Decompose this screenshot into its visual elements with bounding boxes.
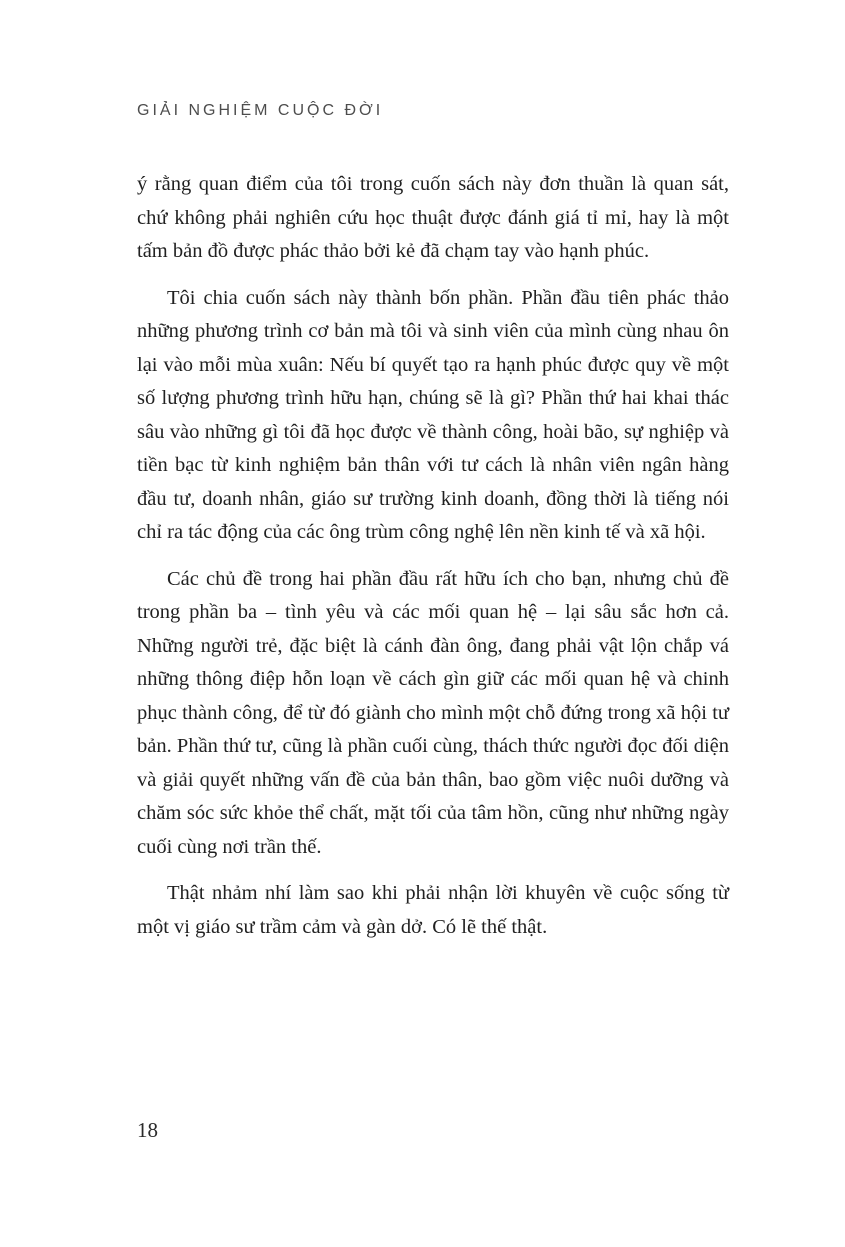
paragraph: Thật nhảm nhí làm sao khi phải nhận lời khuyên về cuộc sống từ một vị giáo sư trầm cảm và gàn dở. Có lẽ thế thật.: [137, 882, 729, 938]
paragraph: Tôi chia cuốn sách này thành bốn phần. Phần đầu tiên phác thảo những phương trình cơ bản mà tôi và sinh viên của mình cùng nhau ôn lại vào mỗi mùa xuân: Nếu bí quyết tạo ra hạnh phúc được quy về một số lượng phương trình hữu hạn, chúng sẽ là gì? Phần thứ hai khai thác sâu vào những gì tôi đã học được về thành công, hoài bão, sự nghiệp và tiền bạc từ kinh nghiệm bản thân với tư cách là nhân viên ngân hàng đầu tư, doanh nhân, giáo sư trường kinh doanh, đồng thời là tiếng nói chỉ ra tác động của các ông trùm công nghệ lên nền kinh tế và xã hội.: [137, 286, 729, 543]
body-text: [137, 168, 729, 957]
running-header: GIẢI NGHIỆM CUỘC ĐỜI: [137, 102, 384, 119]
paragraph: Các chủ đề trong hai phần đầu rất hữu ích cho bạn, nhưng chủ đề trong phần ba – tình yêu và các mối quan hệ – lại sâu sắc hơn cả. Những người trẻ, đặc biệt là cánh đàn ông, đang phải vật lộn chắp vá những thông điệp hỗn loạn về cách gìn giữ các mối quan hệ và chinh phục thành công, để từ đó giành cho mình một chỗ đứng trong xã hội tư bản. Phần thứ tư, cũng là phần cuối cùng, thách thức người đọc đối diện và giải quyết những vấn đề của bản thân, bao gồm việc nuôi dưỡng và chăm sóc sức khỏe thể chất, mặt tối của tâm hồn, cũng như những ngày cuối cùng nơi trần thế.: [137, 567, 729, 858]
page-number: 18: [137, 1118, 158, 1142]
paragraph-continuation: ý rằng quan điểm của tôi trong cuốn sách này đơn thuần là quan sát, chứ không phải nghiên cứu học thuật được đánh giá tỉ mỉ, hay là một tấm bản đồ được phác thảo bởi kẻ đã chạm tay vào hạnh phúc.: [137, 173, 729, 262]
